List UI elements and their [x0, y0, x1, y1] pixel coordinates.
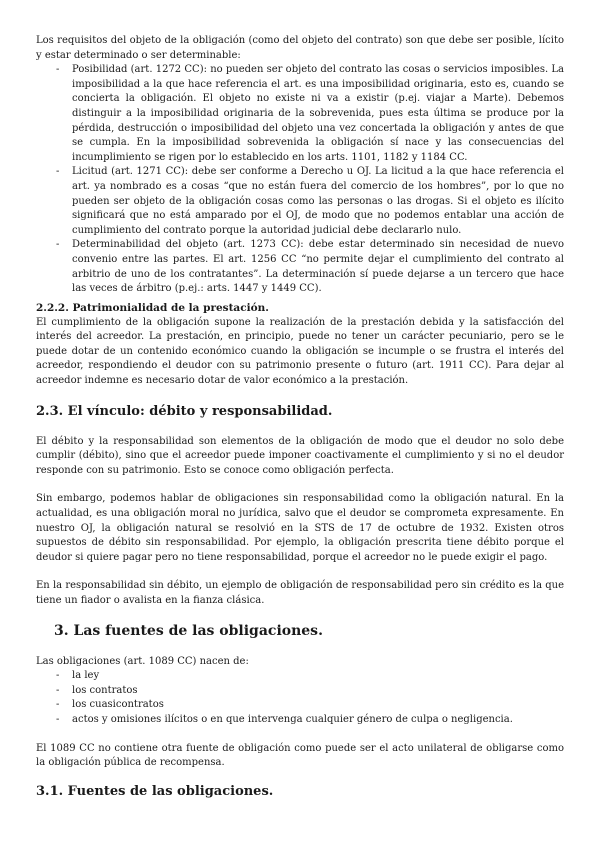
paragraph: Sin embargo, podemos hablar de obligaciones sin responsabilidad como la obligación natural. En la actualidad, es una obligación moral no jurídica, salvo que el deudor se comprometa expresamente. En nuestro OJ, la obligación natural se resolvió en la STS de 17 de octubre de 1932. Existen otros supuestos de débito sin responsabilidad. Por ejemplo, la obligación prescrita tiene débito porque el deudor si quiere pagar pero no tiene responsabilidad, porque el acreedor no le puede exigir el pago. — [36, 493, 564, 563]
paragraph: El cumplimiento de la obligación supone la realización de la prestación debida y la satisfacción del interés del acreedor. La prestación, en principio, puede no tener un carácter pecuniario, pero se le puede dotar de un contenido económico cuando la obligación se incumple o se frustra el interés del acreedor, respondiendo el deudor con su patrimonio presente o futuro (art. 1911 CC). Para dejar al acreedor indemne es necesario dotar de valor económico a la prestación. — [36, 316, 564, 387]
requisitos-list — [36, 63, 564, 297]
paragraph: En la responsabilidad sin débito, un ejemplo de obligación de responsabilidad pero sin crédito es la que tiene un fiador o avalista en la fianza clásica. — [36, 580, 564, 606]
section-heading-2-3: 2.3. El vínculo: débito y responsabilidad. — [36, 403, 333, 419]
section-heading-2-2-2: 2.2.2. Patrimonialidad de la prestación. — [36, 301, 269, 314]
list-item: - los cuasicontratos — [36, 698, 564, 713]
list-item: - Licitud (art. 1271 CC): debe ser conforme a Derecho u OJ. La licitud a la que hace referencia el art. ya nombrado es a cosas “que no están fuera del comercio de los hombres”, por lo que no pueden ser objeto de la obligación cosas como las personas o las drogas. Si el objeto es ilícito significará que no está amparado por el OJ, de modo que no podemos entablar una acción de cumplimiento del contrato porque la autoridad judicial debe declararlo nulo. — [36, 165, 564, 238]
list-item: - actos y omisiones ilícitos o en que intervenga cualquier género de culpa o negligencia. — [36, 713, 564, 728]
list-item: - Determinabilidad del objeto (art. 1273 CC): debe estar determinado sin necesidad de nuevo convenio entre las partes. El art. 1256 CC “no permite dejar el cumplimiento del contrato al arbitrio de uno de los contratantes”. La determinación sí puede dejarse a un tercero que hace las veces de árbitro (p.ej.: arts. 1447 y 1449 CC). — [36, 238, 564, 296]
paragraph: Las obligaciones (art. 1089 CC) nacen de: — [36, 655, 249, 667]
section-heading-3: 3. Las fuentes de las obligaciones. — [54, 622, 323, 639]
section-heading-3-1: 3.1. Fuentes de las obligaciones. — [36, 783, 274, 799]
intro-paragraph: Los requisitos del objeto de la obligación (como del objeto del contrato) son que debe ser posible, lícito y estar determinado o ser determinable: — [36, 35, 564, 61]
paragraph: El 1089 CC no contiene otra fuente de obligación como puede ser el acto unilateral de obligarse como la obligación pública de recompensa. — [36, 742, 564, 769]
paragraph: El débito y la responsabilidad son elementos de la obligación de modo que el deudor no solo debe cumplir (débito), sino que el acreedor puede imponer coactivamente el cumplimiento y si no el deudor responde con su patrimonio. Esto se conoce como obligación perfecta. — [36, 435, 564, 476]
list-item: - Posibilidad (art. 1272 CC): no pueden ser objeto del contrato las cosas o servicios imposibles. La imposibilidad a la que hace referencia el art. es una imposibilidad originaria, esto es, cuando se concierta la obligación. El objeto no existe ni va a existir (p.ej. viajar a Marte). Debemos distinguir a la imposibilidad originaria de la sobrevenida, pues esta última se produce por la pérdida, destrucción o imposibilidad del objeto una vez concertada la obligación y antes de que se cumpla. En la imposibilidad sobrevenida la obligación sí nace y las consecuencias del incumplimiento se rigen por lo establecido en los arts. 1101, 1182 y 1184 CC. — [36, 63, 564, 165]
list-item: - los contratos — [36, 684, 564, 699]
fuentes-list — [36, 669, 564, 727]
list-item: - la ley — [36, 669, 564, 684]
